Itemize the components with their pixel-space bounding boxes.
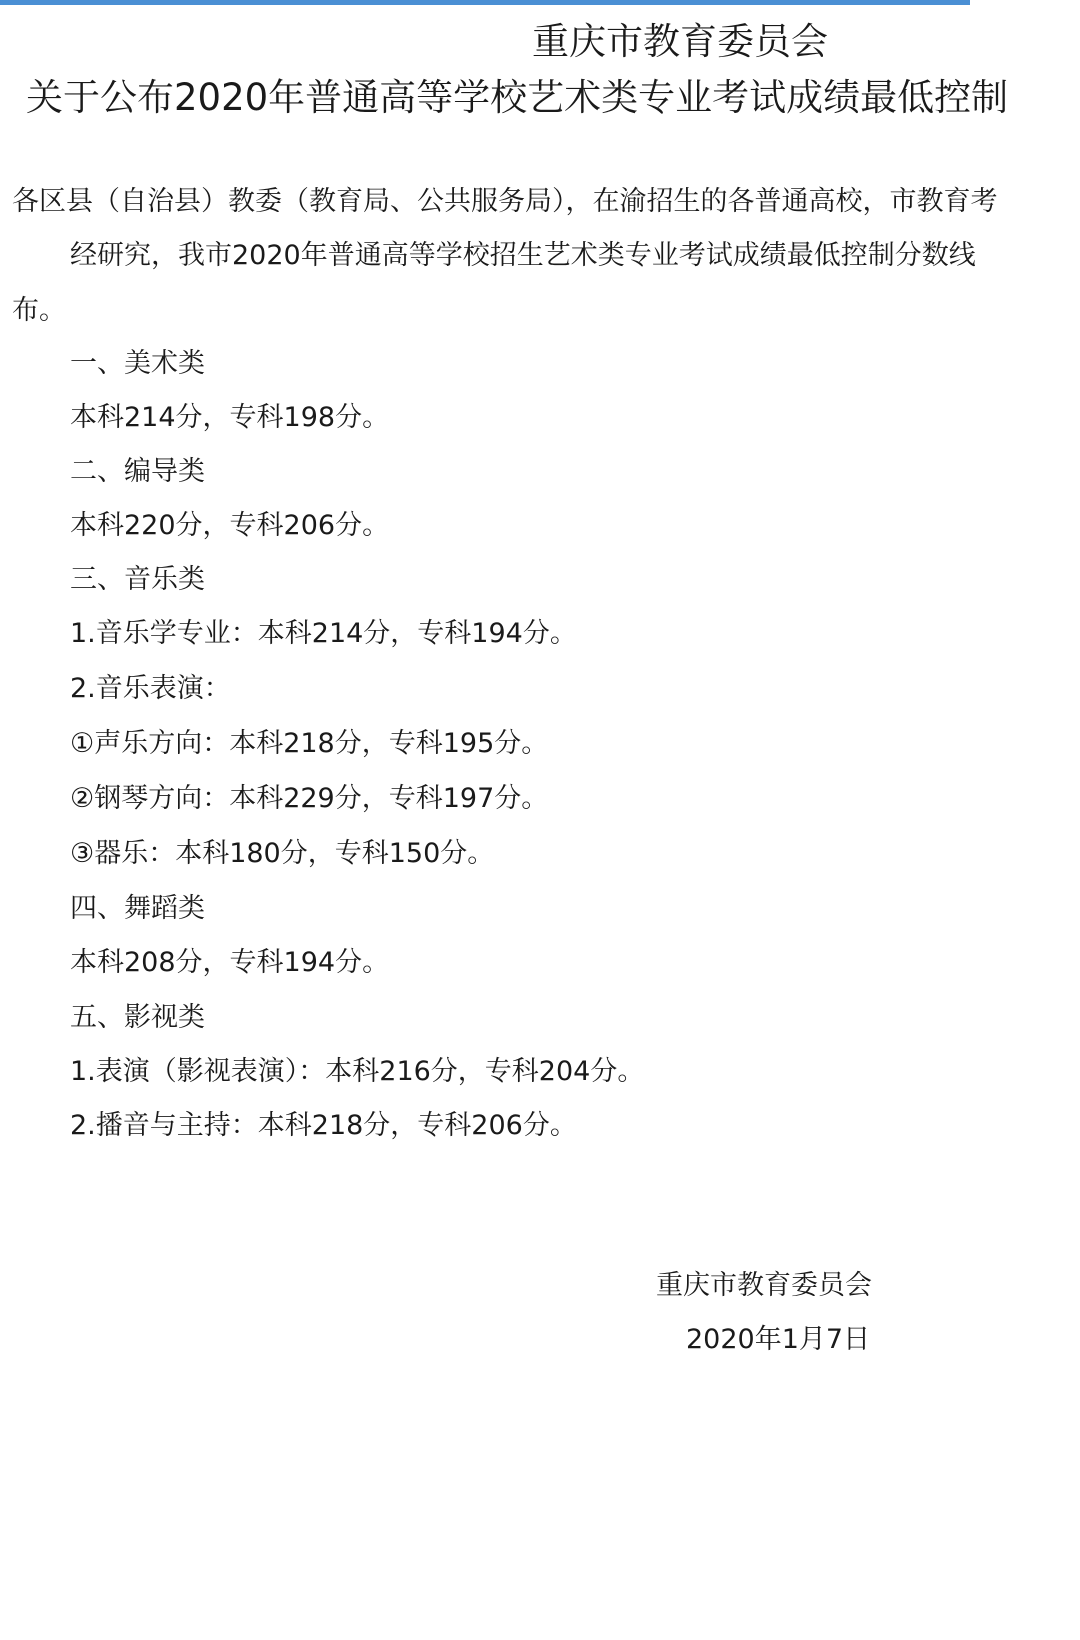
section-heading-directing: 二、编导类 xyxy=(70,456,205,487)
document-title: 关于公布2020年普通高等学校艺术类专业考试成绩最低控制 xyxy=(26,76,1009,119)
score-line: ②钢琴方向：本科229分，专科197分。 xyxy=(70,783,549,814)
signature-date: 2020年1月7日 xyxy=(686,1324,871,1355)
score-line: 1.表演（影视表演）：本科216分，专科204分。 xyxy=(70,1056,645,1087)
intro-line-continued: 布。 xyxy=(12,295,66,326)
score-line: 2.播音与主持：本科218分，专科206分。 xyxy=(70,1110,577,1141)
addressee-line: 各区县（自治县）教委（教育局、公共服务局），在渝招生的各普通高校，市教育考 xyxy=(12,186,998,217)
top-rule xyxy=(0,0,970,5)
section-heading-film: 五、影视类 xyxy=(70,1002,205,1033)
signature-org: 重庆市教育委员会 xyxy=(656,1270,872,1301)
intro-line: 经研究，我市2020年普通高等学校招生艺术类专业考试成绩最低控制分数线 xyxy=(70,240,976,271)
score-line: 本科214分，专科198分。 xyxy=(70,402,390,433)
section-heading-music: 三、音乐类 xyxy=(70,564,205,595)
score-line: ③器乐：本科180分，专科150分。 xyxy=(70,838,495,869)
score-line: ①声乐方向：本科218分，专科195分。 xyxy=(70,728,549,759)
score-line: 本科220分，专科206分。 xyxy=(70,510,390,541)
subsection-label: 2.音乐表演： xyxy=(70,673,231,704)
score-line: 本科208分，专科194分。 xyxy=(70,947,390,978)
issuer-title: 重庆市教育委员会 xyxy=(532,20,828,63)
score-line: 1.音乐学专业：本科214分，专科194分。 xyxy=(70,618,577,649)
section-heading-dance: 四、舞蹈类 xyxy=(70,893,205,924)
section-heading-fine-arts: 一、美术类 xyxy=(70,348,205,379)
